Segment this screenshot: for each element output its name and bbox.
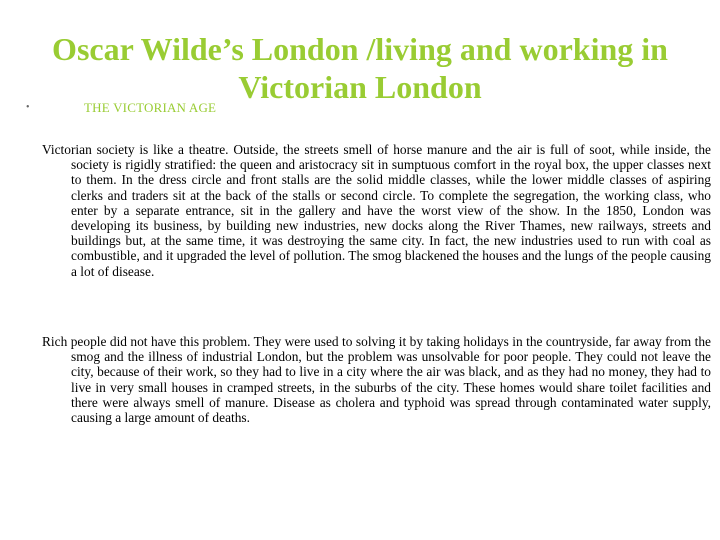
paragraph-victorian-society: Victorian society is like a theatre. Outside, the streets smell of horse manure and the air is full of soot, while inside, the society is rigidly stratified: the queen and aristocracy sit in sumptuous comfort in the royal box, the upper classes next to them. In the dress circle and front stalls are the solid middle classes, while the lower middle classes of aspiring clerks and traders sit at the back of the stalls or second circle. To complete the segregation, the working class, who enter by a separate entrance, sit in the gallery and have the worst view of the show. In the 1850, London was developing its business, by building new industries, new docks along the River Thames, new railways, streets and buildings but, at the same time, it was destroying the same city. In fact, the new industries used to run with coal as combustible, and it upgraded the level of pollution. The smog blackened the houses and the lungs of the people causing a lot of disease. xyxy=(42,142,711,279)
paragraph-rich-and-poor: Rich people did not have this problem. They were used to solving it by taking holidays in the countryside, far away from the smog and the illness of industrial London, but the problem was unsolvable for poor people. They could not leave the city, because of their work, so they had to live in a city where the air was black, and as they had no money, they had to live in very small houses in cramped streets, in the suburbs of the city. These homes would share toilet facilities and there were always smell of manure. Disease as cholera and typhoid was spread through contaminated water supply, causing a large amount of deaths. xyxy=(42,334,711,426)
bullet-icon: • xyxy=(26,102,30,113)
section-label: THE VICTORIAN AGE xyxy=(84,100,217,115)
slide-title: Oscar Wilde’s London /living and working in Victorian London xyxy=(52,31,668,105)
